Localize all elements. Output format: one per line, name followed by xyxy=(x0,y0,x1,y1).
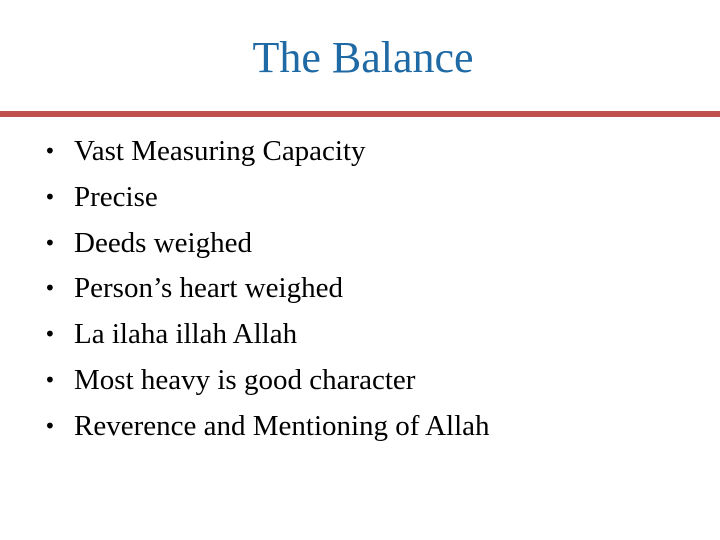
bullet-dot-icon: • xyxy=(44,367,56,392)
bullet-item xyxy=(44,178,490,224)
bullet-item xyxy=(44,269,490,315)
title-divider xyxy=(0,111,720,117)
bullet-text: La ilaha illah Allah xyxy=(74,318,298,351)
bullet-text: Reverence and Mentioning of Allah xyxy=(74,409,490,442)
bullet-item xyxy=(44,315,490,361)
bullet-dot-icon: • xyxy=(44,322,56,347)
bullet-text: Person’s heart weighed xyxy=(74,272,343,305)
bullet-item xyxy=(44,361,490,407)
bullet-item xyxy=(44,407,490,453)
bullet-dot-icon: • xyxy=(44,139,56,163)
bullet-item xyxy=(44,224,490,270)
bullet-dot-icon: • xyxy=(44,413,56,438)
slide-title: The Balance xyxy=(252,33,474,82)
bullet-dot-icon: • xyxy=(44,230,56,255)
bullet-text: Most heavy is good character xyxy=(74,363,416,396)
bullet-dot-icon: • xyxy=(44,184,56,209)
bullet-text: Deeds weighed xyxy=(74,226,252,259)
bullet-list xyxy=(44,132,490,453)
bullet-item xyxy=(44,132,490,178)
bullet-text: Vast Measuring Capacity xyxy=(74,135,366,167)
bullet-text: Precise xyxy=(74,180,158,213)
bullet-dot-icon: • xyxy=(44,276,56,301)
